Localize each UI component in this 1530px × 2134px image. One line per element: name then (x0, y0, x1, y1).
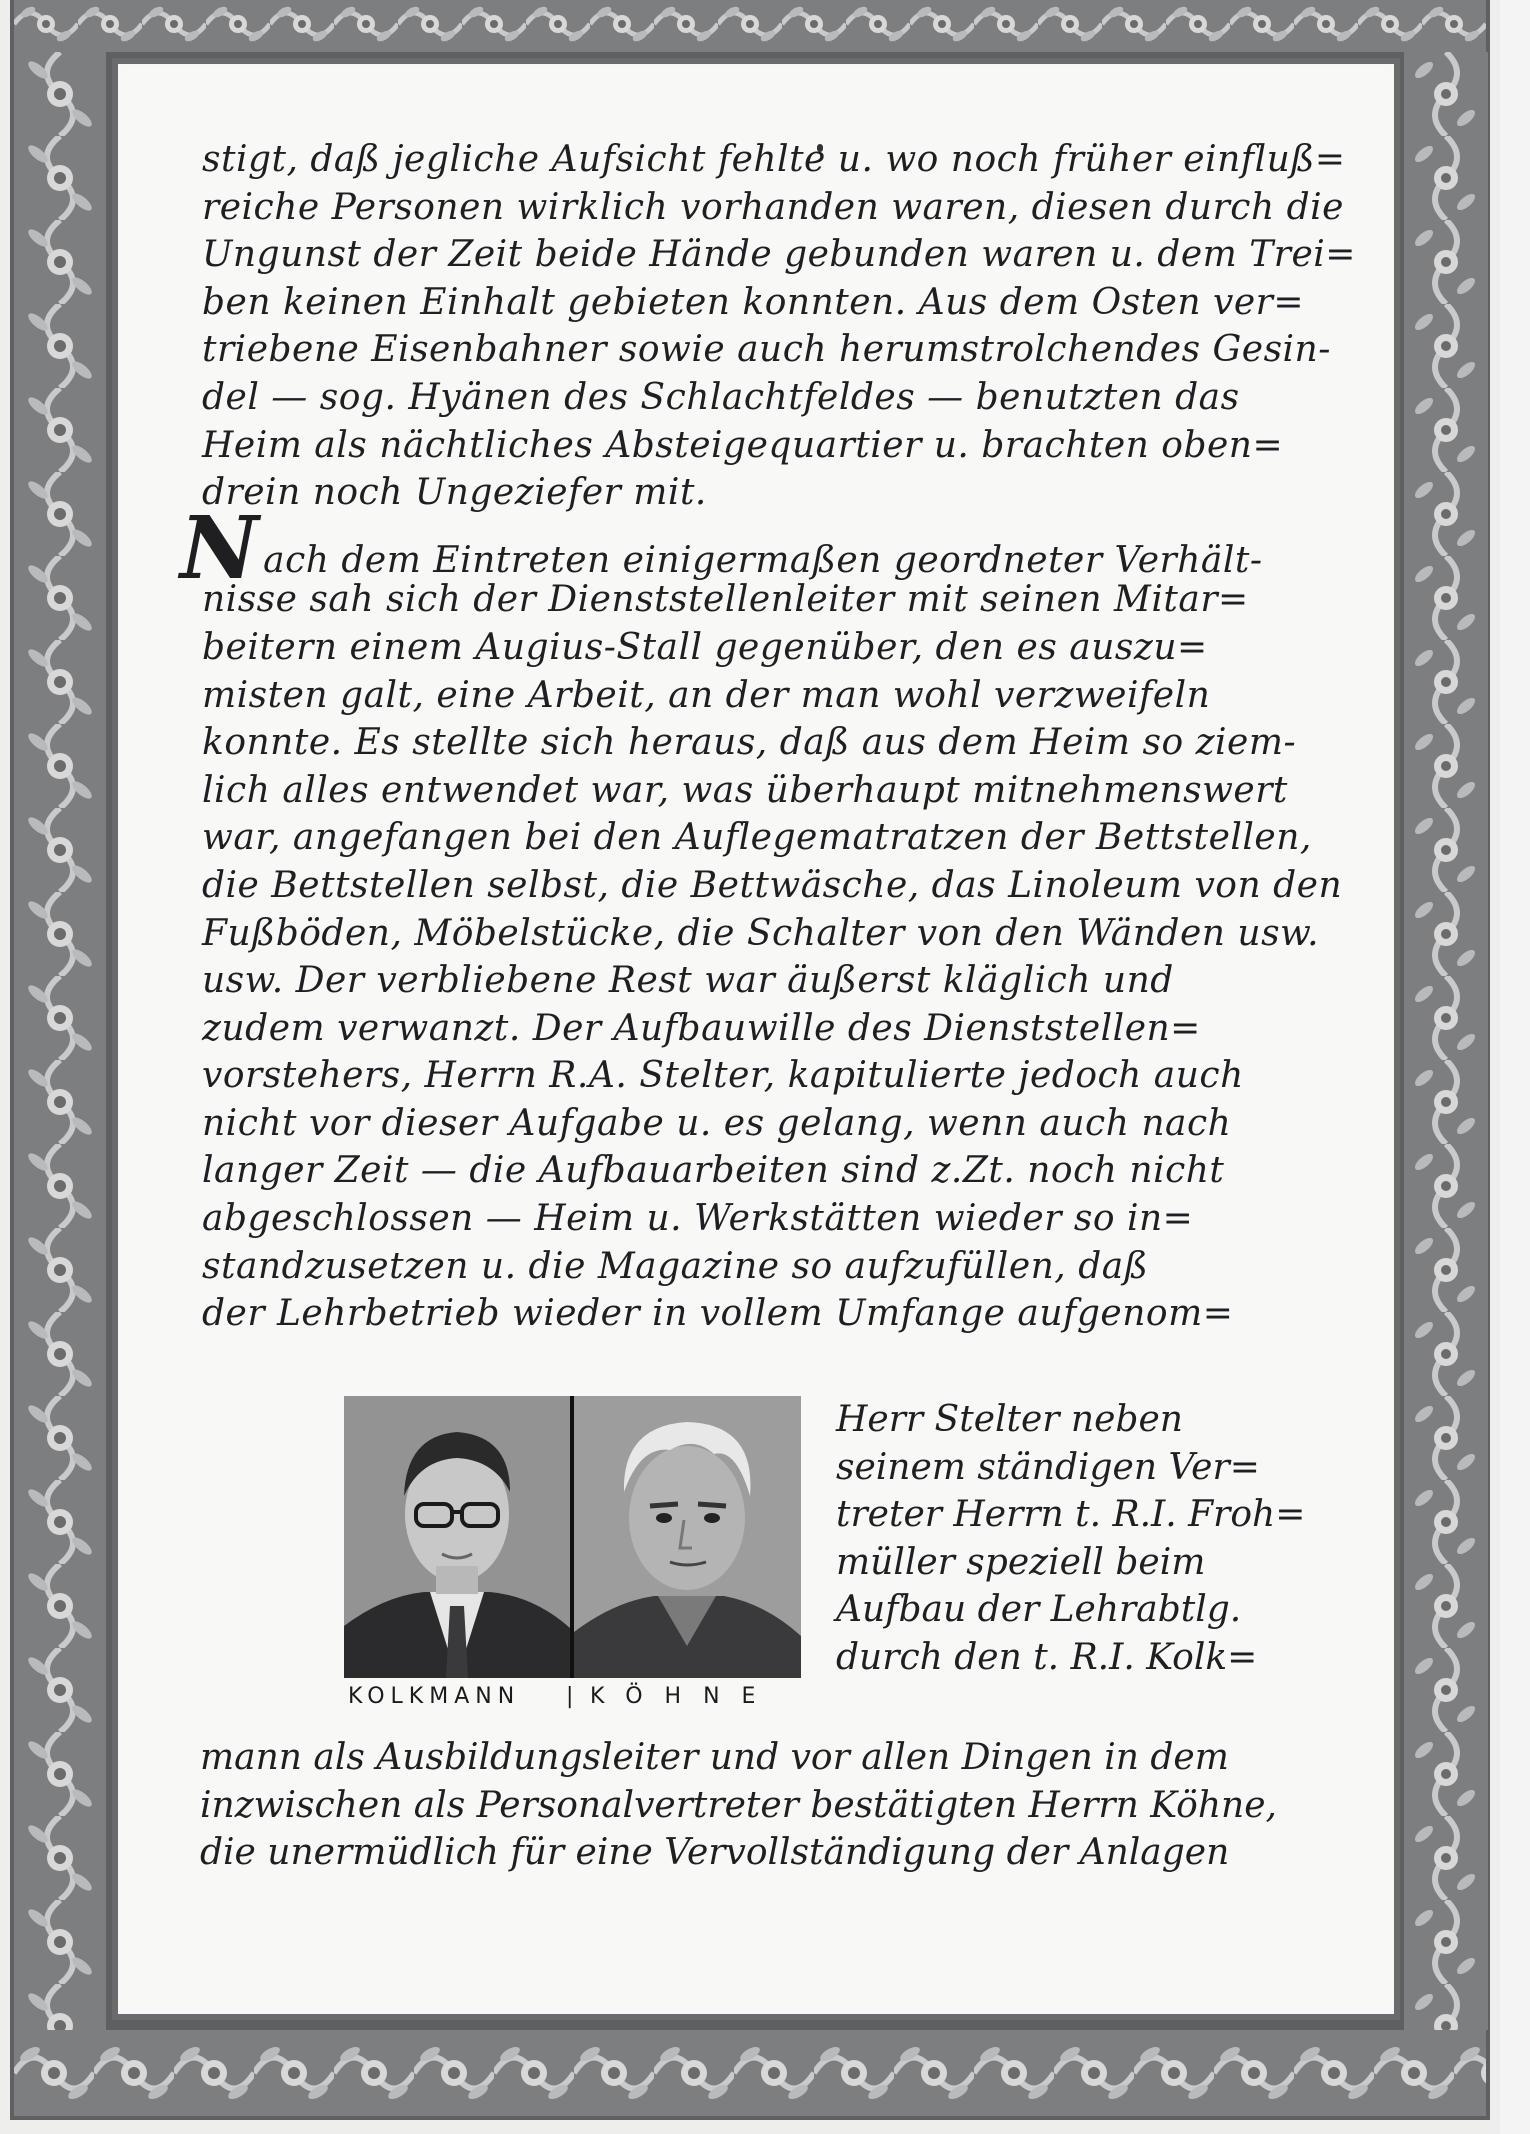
text-line: Aufbau der Lehrabtlg. (836, 1589, 1242, 1631)
portrait-man-glasses-icon (344, 1396, 570, 1678)
text-line: die unermüdlich für eine Vervollständigung der Anlagen (200, 1832, 1230, 1874)
text-line: Ungunst der Zeit beide Hände gebunden waren u. dem Trei= (202, 234, 1356, 276)
right-margin (1500, 0, 1530, 2134)
text-line: nisse sah sich der Dienststellenleiter mit seinen Mitar= (202, 579, 1249, 621)
drop-cap: N (180, 497, 260, 599)
text-line: die Bettstellen selbst, die Bettwäsche, das Linoleum von den (202, 864, 1343, 906)
portrait-photos (344, 1396, 801, 1678)
photo-captions (348, 1684, 798, 1712)
text-line: Fußböden, Möbelstücke, die Schalter von den Wänden usw. (202, 912, 1320, 954)
ornament-top (14, 0, 1486, 52)
text-line: abgeschlossen — Heim u. Werkstätten wieder so in= (202, 1198, 1194, 1240)
text-line: war, angefangen bei den Auflegematratzen der Bettstellen, (202, 817, 1312, 859)
paragraph-2 (180, 497, 1390, 1338)
text-line: mann als Ausbildungsleiter und vor allen Dingen in dem (200, 1737, 1229, 1778)
text-line: drein noch Ungeziefer mit. (202, 472, 707, 514)
text-line: Heim als nächtliches Absteigequartier u. brachten oben= (202, 424, 1284, 466)
portrait-man-icon (574, 1396, 801, 1678)
document-page (122, 68, 1390, 2010)
text-line: beitern einem Augius-Stall gegenüber, den es auszu= (202, 626, 1208, 668)
ornament-right (1404, 52, 1488, 2030)
text-line: stigt, daß jegliche Aufsicht fehlte u. wo noch früher einfluß= (202, 139, 1346, 180)
text-line: standzusetzen u. die Magazine so aufzufüllen, daß (202, 1245, 1149, 1287)
text-line (180, 497, 1390, 599)
text-line: vorstehers, Herrn R.A. Stelter, kapitulierte jedoch auch (202, 1055, 1244, 1097)
text-line: nicht vor dieser Aufgabe u. es gelang, wenn auch nach (202, 1102, 1232, 1144)
text-line: konnte. Es stellte sich heraus, daß aus dem Heim so ziem- (202, 722, 1297, 764)
caption-divider: | (566, 1684, 580, 1709)
text-line: langer Zeit — die Aufbauarbeiten sind z.Zt. noch nicht (202, 1150, 1225, 1192)
text-below-photos (200, 1734, 1400, 1877)
floral-pattern-icon (1404, 52, 1488, 2030)
text-line: usw. Der verbliebene Rest war äußerst kläglich und (202, 960, 1174, 1002)
text-line: Herr Stelter neben (836, 1399, 1183, 1440)
text-line: reiche Personen wirklich vorhanden waren, diesen durch die (202, 186, 1344, 228)
text-beside-photos (836, 1396, 1306, 1682)
ornament-left (14, 52, 106, 2030)
main-text (180, 136, 1390, 1338)
text-line: ben keinen Einhalt gebieten konnten. Aus dem Osten ver= (202, 281, 1305, 323)
text-line: misten galt, eine Arbeit, an der man wohl verzweifeln (202, 674, 1211, 716)
ornament-bottom (14, 2030, 1486, 2116)
paragraph-1 (202, 136, 1390, 517)
text-line: zudem verwanzt. Der Aufbauwille des Dienststellen= (202, 1007, 1201, 1049)
text-line: inzwischen als Personalvertreter bestätigten Herrn Köhne, (200, 1784, 1277, 1826)
text-line: durch den t. R.I. Kolk= (836, 1636, 1258, 1678)
caption-koehne: KÖHNE (590, 1684, 778, 1709)
floral-pattern-icon (14, 52, 106, 2030)
text-line: lich alles entwendet war, was überhaupt mitnehmenswert (202, 769, 1288, 811)
text-line: triebene Eisenbahner sowie auch herumstrolchendes Gesin- (202, 329, 1331, 371)
text-line: treter Herrn t. R.I. Froh= (836, 1494, 1306, 1536)
text-line-rest: ach dem Eintreten einigermaßen geordneter Verhält- (263, 539, 1263, 581)
text-line: der Lehrbetrieb wieder in vollem Umfange aufgenom= (202, 1293, 1234, 1335)
floral-pattern-icon (14, 2030, 1486, 2116)
floral-pattern-icon (14, 0, 1486, 52)
text-line: del — sog. Hyänen des Schlachtfeldes — benutzten das (202, 376, 1240, 418)
portrait-kolkmann (344, 1396, 570, 1678)
text-line: seinem ständigen Ver= (836, 1446, 1260, 1488)
portrait-koehne (574, 1396, 801, 1678)
text-line: müller speziell beim (836, 1541, 1206, 1583)
caption-kolkmann: KOLKMANN (348, 1684, 521, 1709)
